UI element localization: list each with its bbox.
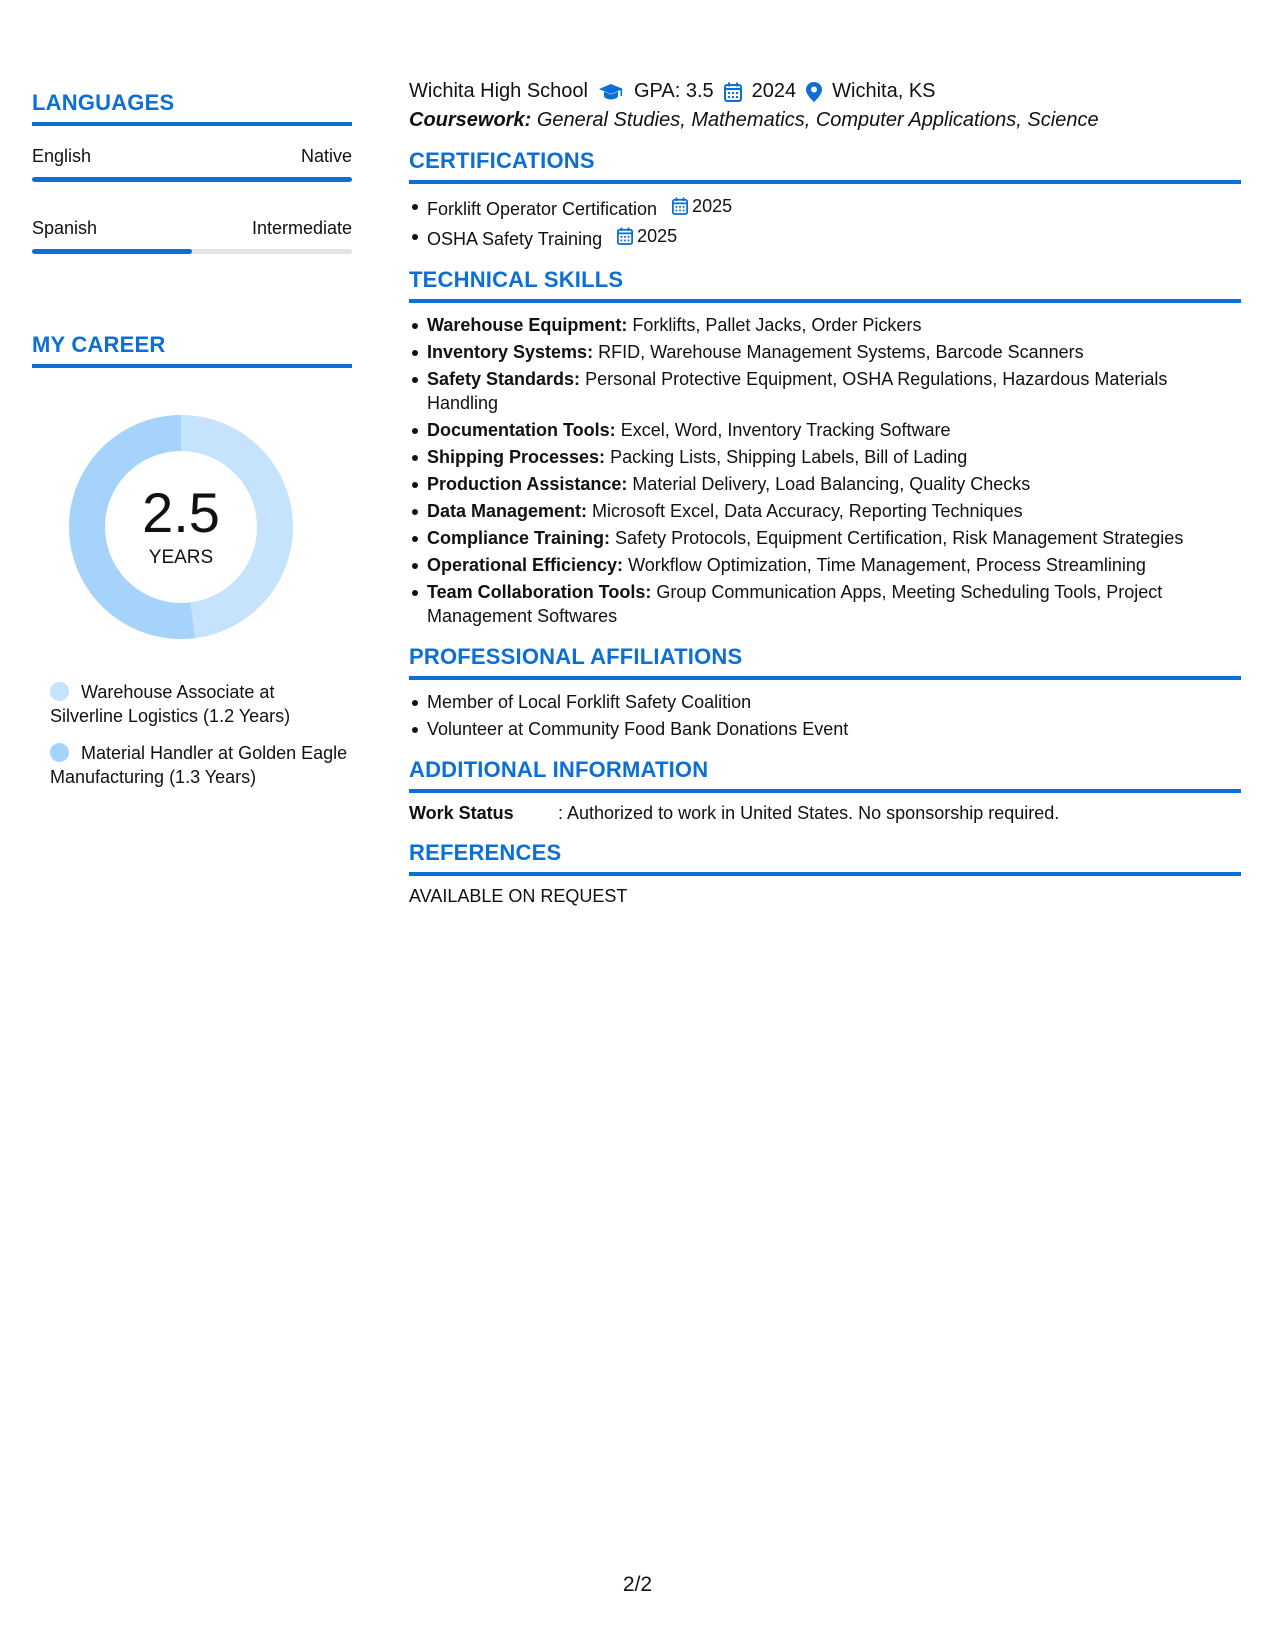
affiliation-item: Volunteer at Community Food Bank Donations Event	[427, 717, 1241, 741]
language-bar	[32, 177, 352, 182]
career-total-value: 2.5	[142, 481, 220, 544]
skills-section	[409, 267, 1241, 628]
skill-text: Excel, Word, Inventory Tracking Software	[620, 420, 951, 440]
career-total-unit: YEARS	[148, 547, 214, 568]
career-section	[32, 332, 352, 789]
skill-text: Safety Protocols, Equipment Certification, Risk Management Strategies	[615, 528, 1184, 548]
skill-item	[427, 418, 1241, 442]
legend-dot	[50, 743, 69, 762]
references-section	[409, 840, 1241, 907]
skill-item	[427, 499, 1241, 523]
skill-label: Shipping Processes:	[427, 447, 606, 467]
additional-title: ADDITIONAL INFORMATION	[409, 757, 1241, 793]
language-item-english	[32, 146, 352, 182]
skill-label: Compliance Training:	[427, 528, 611, 548]
gpa: GPA: 3.5	[633, 80, 714, 102]
languages-title: LANGUAGES	[32, 90, 352, 126]
skill-text: Workflow Optimization, Time Management, Process Streamlining	[628, 555, 1146, 575]
language-bar-fill	[32, 177, 352, 182]
language-bar	[32, 249, 352, 254]
career-donut-chart	[66, 412, 296, 642]
skill-text: Microsoft Excel, Data Accuracy, Reporting Techniques	[592, 501, 1023, 521]
legend-label: Warehouse Associate at Silverline Logistics (1.2 Years)	[50, 682, 291, 726]
calendar-icon	[724, 82, 742, 102]
page-number: 2/2	[622, 1573, 653, 1596]
education-line	[409, 80, 1241, 103]
language-level: Native	[300, 146, 352, 166]
skill-label: Inventory Systems:	[427, 342, 594, 362]
skill-label: Operational Efficiency:	[427, 555, 624, 575]
coursework-label: Coursework:	[409, 109, 532, 131]
certification-item	[427, 194, 1241, 221]
skill-label: Production Assistance:	[427, 474, 628, 494]
work-status-label: Work Status	[409, 803, 514, 823]
career-title: MY CAREER	[32, 332, 352, 368]
references-title: REFERENCES	[409, 840, 1241, 876]
graduation-cap-icon	[598, 83, 624, 101]
left-column	[32, 90, 352, 802]
additional-section	[409, 757, 1241, 824]
certifications-section	[409, 148, 1241, 251]
certification-year: 2025	[692, 196, 733, 216]
career-legend-item	[50, 680, 350, 728]
skill-text: RFID, Warehouse Management Systems, Barcode Scanners	[598, 342, 1084, 362]
language-name: English	[32, 146, 92, 166]
skill-text: Material Delivery, Load Balancing, Quality Checks	[632, 474, 1031, 494]
location-pin-icon	[806, 82, 822, 102]
language-bar-fill	[32, 249, 192, 254]
skill-text: Packing Lists, Shipping Labels, Bill of Lading	[610, 447, 968, 467]
school-name: Wichita High School	[409, 80, 588, 102]
skill-item	[427, 472, 1241, 496]
calendar-icon	[672, 197, 688, 215]
coursework	[409, 109, 1241, 132]
coursework-text: General Studies, Mathematics, Computer Applications, Science	[536, 109, 1099, 131]
language-name: Spanish	[32, 218, 98, 238]
skill-item	[427, 526, 1241, 550]
certifications-title: CERTIFICATIONS	[409, 148, 1241, 184]
work-status-value: : Authorized to work in United States. No sponsorship required.	[558, 803, 1060, 823]
certifications-list	[409, 194, 1241, 251]
graduation-year: 2024	[751, 80, 797, 102]
career-legend-item	[50, 741, 350, 789]
certification-name: OSHA Safety Training	[427, 229, 603, 249]
work-status	[409, 803, 1241, 824]
affiliation-item: Member of Local Forklift Safety Coalition	[427, 690, 1241, 714]
certification-item	[427, 224, 1241, 251]
language-item-spanish	[32, 218, 352, 254]
right-column	[409, 80, 1241, 907]
calendar-icon	[617, 227, 633, 245]
skill-text: Group Communication Apps, Meeting Scheduling Tools, Project Management Softwares	[427, 582, 1163, 626]
affiliations-list	[409, 690, 1241, 741]
skills-title: TECHNICAL SKILLS	[409, 267, 1241, 303]
skill-item	[427, 553, 1241, 577]
certification-name: Forklift Operator Certification	[427, 199, 658, 219]
legend-dot	[50, 682, 69, 701]
certification-year: 2025	[637, 226, 678, 246]
skill-text: Forklifts, Pallet Jacks, Order Pickers	[632, 315, 922, 335]
skills-list	[409, 313, 1241, 628]
skill-label: Safety Standards:	[427, 369, 581, 389]
school-location: Wichita, KS	[832, 80, 936, 102]
legend-label: Material Handler at Golden Eagle Manufacturing (1.3 Years)	[50, 743, 348, 787]
skill-label: Team Collaboration Tools:	[427, 582, 652, 602]
references-text: AVAILABLE ON REQUEST	[409, 886, 628, 906]
skill-item	[427, 313, 1241, 337]
skill-item	[427, 580, 1241, 628]
skill-item	[427, 340, 1241, 364]
affiliations-title: PROFESSIONAL AFFILIATIONS	[409, 644, 1241, 680]
affiliations-section	[409, 644, 1241, 741]
career-legend	[50, 680, 350, 789]
language-level: Intermediate	[251, 218, 352, 238]
skill-label: Documentation Tools:	[427, 420, 616, 440]
skill-item	[427, 445, 1241, 469]
skill-item	[427, 367, 1241, 415]
skill-text: Personal Protective Equipment, OSHA Regulations, Hazardous Materials Handling	[427, 369, 1168, 413]
skill-label: Data Management:	[427, 501, 588, 521]
skill-label: Warehouse Equipment:	[427, 315, 628, 335]
